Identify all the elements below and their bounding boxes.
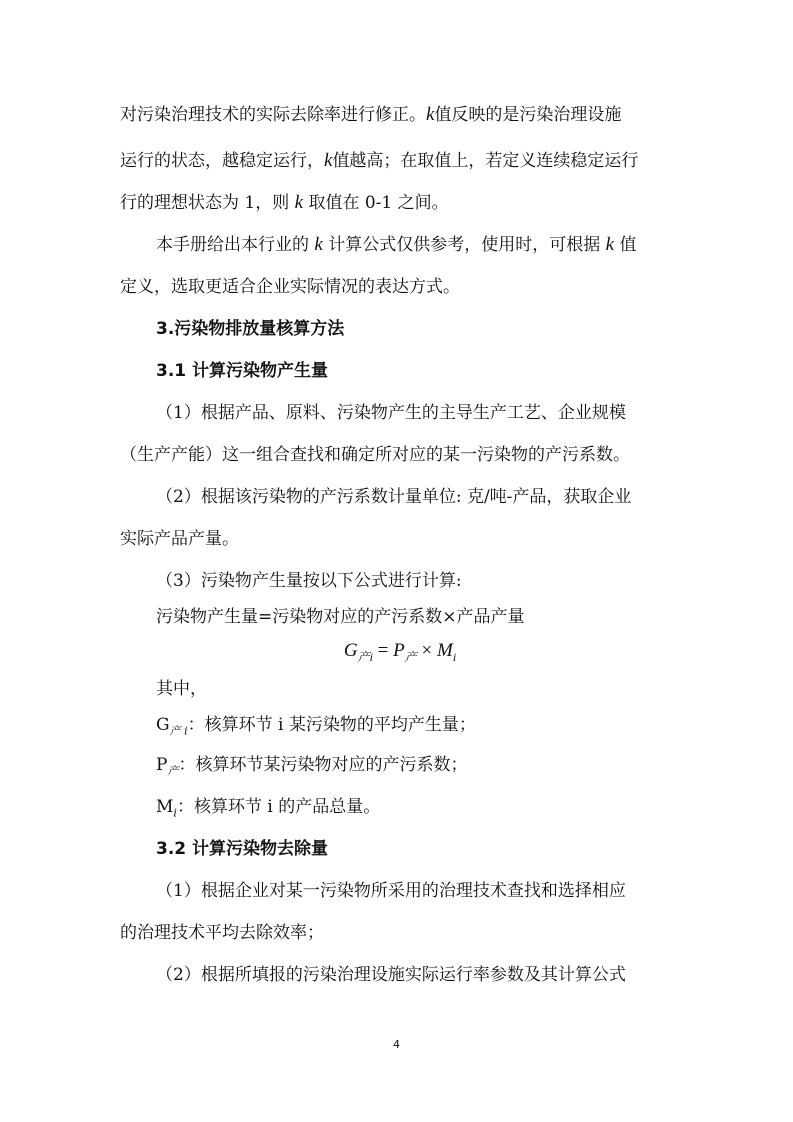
- paragraph-line: （3）污染物产生量按以下公式进行计算:: [156, 571, 462, 591]
- paragraph-line: 实际产品产量。: [120, 529, 239, 549]
- definition-line: $G_{产 i}$：核算环节 i 某污染物的平均产生量；: [156, 715, 476, 738]
- paragraph-line: （2）根据该污染物的产污系数计量单位: 克/吨-产品，获取企业: [156, 487, 632, 507]
- paragraph-line: 本手册给出本行业的 k 计算公式仅供参考，使用时，可根据 k 值: [156, 234, 637, 255]
- paragraph-line: 运行的状态，越稳定运行，k值越高；在取值上，若定义连续稳定运行: [120, 150, 639, 171]
- paragraph-line: 行的理想状态为 1，则 k 取值在 0-1 之间。: [120, 192, 449, 213]
- paragraph-line: 定义，选取更适合企业实际情况的表达方式。: [120, 277, 460, 297]
- paragraph-line: 对污染治理技术的实际去除率进行修正。k值反映的是污染治理设施: [120, 104, 622, 125]
- section-heading-3-2: 3.2 计算污染物去除量: [156, 839, 329, 859]
- paragraph-line: （2）根据所填报的污染治理设施实际运行率参数及其计算公式: [156, 965, 626, 985]
- paragraph-line: 的治理技术平均去除效率；: [120, 923, 324, 943]
- paragraph-line: （1）根据企业对某一污染物所采用的治理技术查找和选择相应: [156, 881, 626, 901]
- definition-line: $M_i$：核算环节 i 的产品总量。: [156, 797, 381, 820]
- formula-text-line: 污染物产生量=污染物对应的产污系数×产品产量: [156, 607, 525, 627]
- formula-equation: $G_{产i} = P_产 \times M_i$: [343, 640, 457, 664]
- section-heading-3-1: 3.1 计算污染物产生量: [156, 361, 329, 381]
- definition-line: $P_产$：核算环节某污染物对应的产污系数；: [156, 755, 468, 778]
- paragraph-line: （生产产能）这一组合查找和确定所对应的某一污染物的产污系数。: [120, 445, 630, 465]
- section-heading-3: 3.污染物排放量核算方法: [156, 319, 345, 339]
- paragraph-line: 其中，: [156, 679, 207, 699]
- page-number: 4: [393, 1038, 400, 1051]
- paragraph-line: （1）根据产品、原料、污染物产生的主导生产工艺、企业规模: [156, 403, 626, 423]
